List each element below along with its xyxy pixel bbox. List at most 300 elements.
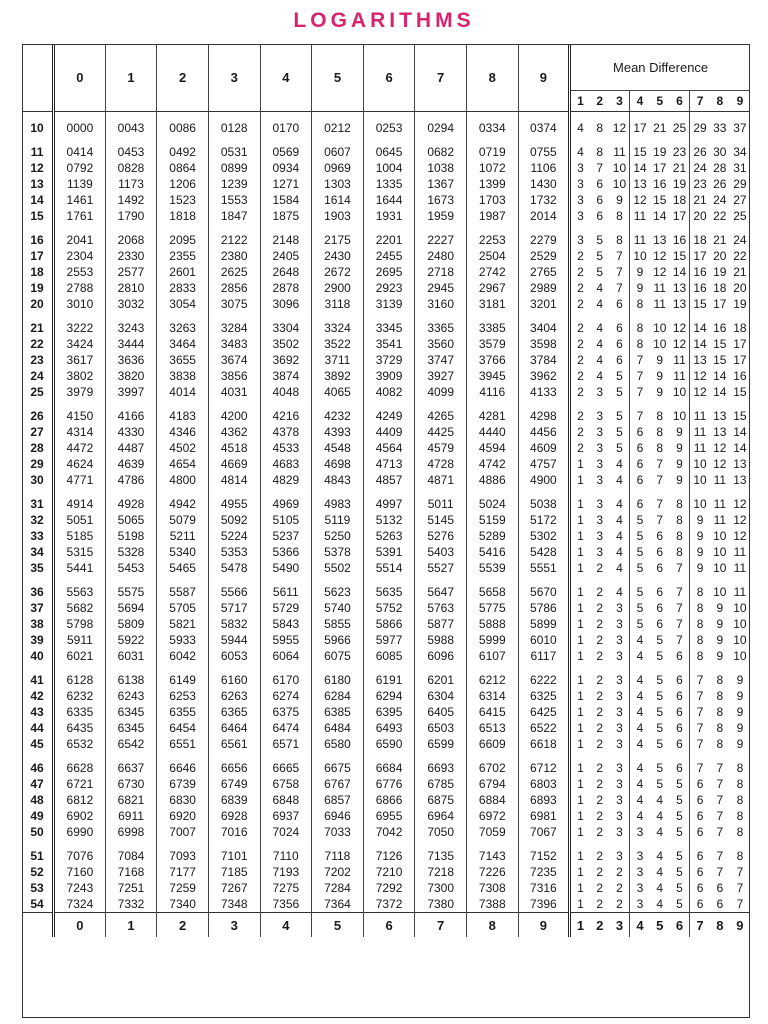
row-number: 26 [30, 409, 44, 423]
mean-difference-value: 7 [716, 809, 724, 823]
log-value: 1271 [260, 176, 312, 192]
log-value: 6551 [157, 736, 209, 752]
log-value: 5237 [260, 528, 312, 544]
mean-difference-value: 4 [630, 792, 650, 808]
log-value: 4942 [157, 488, 209, 512]
mean-difference-value: 9 [716, 649, 724, 663]
mean-difference-value: 8 [736, 777, 744, 791]
log-value: 4502 [157, 440, 209, 456]
mean-difference-value: 17 [733, 353, 747, 367]
mean-difference-value: 12 [733, 497, 747, 511]
mean-difference-value: 9 [716, 601, 724, 615]
log-value: 1987 [466, 208, 518, 224]
mean-difference-value: 4 [616, 497, 623, 511]
mean-difference-value: 4 [630, 632, 650, 648]
log-value: 7388 [466, 896, 518, 913]
mean-difference-value: 8 [716, 673, 724, 687]
mean-difference-value: 6 [690, 824, 710, 840]
log-value: 5922 [105, 632, 157, 648]
log-value: 6170 [260, 664, 312, 688]
mean-difference-value: 14 [733, 425, 747, 439]
log-value: 5694 [105, 600, 157, 616]
mean-difference-value: 9 [676, 473, 683, 487]
mean-difference-value: 3 [596, 441, 604, 455]
table-row [22, 472, 750, 488]
log-value: 7316 [518, 880, 570, 896]
mean-difference-value: 11 [630, 208, 650, 224]
mean-difference-value: 12 [672, 337, 687, 351]
log-value: 7042 [363, 824, 415, 840]
mean-difference-value: 9 [630, 264, 650, 280]
log-value: 2175 [312, 224, 364, 248]
mean-difference-value: 3 [616, 809, 623, 823]
table-row [22, 720, 750, 736]
log-value: 7067 [518, 824, 570, 840]
diff-column-footer: 9 [730, 913, 750, 938]
log-value: 6821 [105, 792, 157, 808]
log-value: 6902 [54, 808, 106, 824]
log-value: 4955 [208, 488, 260, 512]
mean-difference-value: 15 [672, 249, 687, 263]
log-value: 1847 [208, 208, 260, 224]
mean-difference-value: 7 [736, 897, 744, 911]
row-number: 39 [30, 633, 44, 647]
log-value: 5944 [208, 632, 260, 648]
mean-difference-value: 1 [570, 648, 590, 664]
mean-difference-value: 15 [733, 409, 747, 423]
mean-difference-value: 5 [656, 777, 664, 791]
log-value: 6758 [260, 776, 312, 792]
mean-difference-value: 5 [630, 512, 650, 528]
column-footer: 6 [363, 913, 415, 938]
log-value: 7259 [157, 880, 209, 896]
log-value: 6739 [157, 776, 209, 792]
row-number: 44 [30, 721, 44, 735]
log-value: 7126 [363, 840, 415, 864]
mean-difference-value: 6 [716, 897, 724, 911]
log-value: 4713 [363, 456, 415, 472]
mean-difference-value: 2 [570, 312, 590, 336]
column-header: 6 [363, 44, 415, 112]
mean-difference-value: 16 [690, 280, 710, 296]
row-number: 43 [30, 705, 44, 719]
mean-difference-value: 9 [656, 385, 664, 399]
log-value: 3747 [415, 352, 467, 368]
log-value: 7033 [312, 824, 364, 840]
log-value: 4800 [157, 472, 209, 488]
log-value: 6542 [105, 736, 157, 752]
log-value: 3838 [157, 368, 209, 384]
mean-difference-value: 1 [570, 896, 590, 913]
mean-difference-value: 2 [596, 777, 604, 791]
log-value: 6702 [466, 752, 518, 776]
log-value: 6684 [363, 752, 415, 776]
log-value: 7300 [415, 880, 467, 896]
mean-difference-value: 6 [690, 792, 710, 808]
log-value: 6590 [363, 736, 415, 752]
log-value: 6785 [415, 776, 467, 792]
row-number: 30 [30, 473, 44, 487]
log-value: 6464 [208, 720, 260, 736]
mean-difference-value: 9 [676, 425, 683, 439]
log-value: 2148 [260, 224, 312, 248]
mean-difference-value: 6 [630, 472, 650, 488]
mean-difference-value: 7 [690, 720, 710, 736]
table-row [22, 616, 750, 632]
log-value: 6493 [363, 720, 415, 736]
mean-difference-value: 14 [713, 385, 727, 399]
log-value: 7332 [105, 896, 157, 913]
mean-difference-value: 3 [616, 601, 623, 615]
log-value: 3874 [260, 368, 312, 384]
mean-difference-value: 2 [570, 384, 590, 400]
log-value: 3909 [363, 368, 415, 384]
diff-column-footer: 5 [650, 913, 670, 938]
mean-difference-value: 3 [630, 824, 650, 840]
log-value: 4232 [312, 400, 364, 424]
log-value: 4150 [54, 400, 106, 424]
mean-difference-value: 6 [616, 353, 623, 367]
diff-column-header: 1 [570, 91, 590, 112]
log-value: 7372 [363, 896, 415, 913]
table-row [22, 264, 750, 280]
log-value: 5670 [518, 576, 570, 600]
log-value: 6675 [312, 752, 364, 776]
log-value: 1959 [415, 208, 467, 224]
mean-difference-value: 16 [672, 233, 687, 247]
log-value: 6830 [157, 792, 209, 808]
mean-difference-value: 11 [653, 281, 666, 295]
mean-difference-value: 3 [616, 673, 623, 687]
column-header: 9 [518, 44, 570, 112]
log-value: 6794 [466, 776, 518, 792]
log-value: 6010 [518, 632, 570, 648]
mean-difference-value: 20 [690, 208, 710, 224]
log-value: 4281 [466, 400, 518, 424]
mean-difference-value: 7 [736, 881, 744, 895]
mean-difference-value: 2 [616, 865, 623, 879]
log-value: 6064 [260, 648, 312, 664]
log-value: 3345 [363, 312, 415, 336]
mean-difference-value: 3 [596, 385, 604, 399]
mean-difference-value: 5 [676, 825, 683, 839]
column-footer: 2 [157, 913, 209, 938]
mean-difference-value: 5 [616, 409, 623, 423]
table-row [22, 368, 750, 384]
log-value: 6803 [518, 776, 570, 792]
mean-difference-value: 3 [616, 825, 623, 839]
log-value: 6138 [105, 664, 157, 688]
log-value: 7226 [466, 864, 518, 880]
mean-difference-value: 14 [672, 265, 687, 279]
mean-difference-value: 3 [616, 649, 623, 663]
log-value: 4298 [518, 400, 570, 424]
log-value: 5911 [54, 632, 106, 648]
log-value: 2742 [466, 264, 518, 280]
log-value: 2330 [105, 248, 157, 264]
column-header: 2 [157, 44, 209, 112]
log-value: 5366 [260, 544, 312, 560]
log-value: 0828 [105, 160, 157, 176]
log-value: 1931 [363, 208, 415, 224]
mean-difference-value: 1 [570, 752, 590, 776]
log-value: 7050 [415, 824, 467, 840]
log-value: 3820 [105, 368, 157, 384]
mean-difference-value: 1 [570, 456, 590, 472]
log-value: 4216 [260, 400, 312, 424]
mean-difference-value: 8 [736, 849, 744, 863]
log-value: 4409 [363, 424, 415, 440]
log-value: 5798 [54, 616, 106, 632]
log-value: 3483 [208, 336, 260, 352]
log-value: 6075 [312, 648, 364, 664]
log-value: 5353 [208, 544, 260, 560]
log-value: 6749 [208, 776, 260, 792]
log-value: 5977 [363, 632, 415, 648]
mean-difference-value: 17 [733, 337, 747, 351]
mean-difference-value: 1 [570, 720, 590, 736]
log-value: 4969 [260, 488, 312, 512]
log-value: 0569 [260, 136, 312, 160]
mean-difference-value: 15 [713, 337, 727, 351]
mean-difference-value: 6 [656, 561, 664, 575]
log-value: 6964 [415, 808, 467, 824]
log-value: 6618 [518, 736, 570, 752]
mean-difference-value: 6 [690, 880, 710, 896]
mean-difference-value: 2 [596, 737, 604, 751]
mean-difference-value: 6 [656, 585, 664, 599]
log-value: 6893 [518, 792, 570, 808]
log-value: 4440 [466, 424, 518, 440]
row-number: 32 [30, 513, 44, 527]
log-value: 2455 [363, 248, 415, 264]
mean-difference-value: 12 [713, 457, 727, 471]
table-row [22, 736, 750, 752]
mean-difference-value: 4 [570, 112, 590, 137]
log-value: 5866 [363, 616, 415, 632]
mean-difference-value: 21 [713, 233, 727, 247]
log-value: 7284 [312, 880, 364, 896]
log-value: 5211 [157, 528, 209, 544]
mean-difference-value: 8 [676, 529, 683, 543]
log-value: 2095 [157, 224, 209, 248]
mean-difference-value: 6 [676, 673, 683, 687]
log-value: 6253 [157, 688, 209, 704]
column-header: 3 [208, 44, 260, 112]
row-number: 36 [30, 585, 44, 599]
log-value: 3201 [518, 296, 570, 312]
mean-difference-value: 1 [570, 576, 590, 600]
mean-difference-value: 6 [616, 297, 623, 311]
mean-difference-value: 1 [570, 472, 590, 488]
mean-difference-value: 7 [656, 513, 664, 527]
mean-difference-value: 6 [656, 545, 664, 559]
log-value: 5566 [208, 576, 260, 600]
mean-difference-value: 8 [716, 689, 724, 703]
mean-difference-value: 16 [653, 177, 667, 191]
mean-difference-value: 8 [630, 296, 650, 312]
mean-difference-value: 17 [653, 161, 667, 175]
log-value: 5340 [157, 544, 209, 560]
row-number: 45 [30, 737, 44, 751]
log-value: 6096 [415, 648, 467, 664]
log-value: 2945 [415, 280, 467, 296]
mean-difference-value: 4 [596, 369, 604, 383]
mean-difference-value: 8 [656, 425, 664, 439]
log-value: 5988 [415, 632, 467, 648]
row-number: 41 [30, 673, 44, 687]
mean-difference-value: 3 [616, 761, 623, 775]
mean-difference-value: 1 [570, 792, 590, 808]
log-value: 6294 [363, 688, 415, 704]
mean-difference-value: 8 [716, 705, 724, 719]
log-value: 0682 [415, 136, 467, 160]
log-value: 2355 [157, 248, 209, 264]
log-value: 5024 [466, 488, 518, 512]
mean-difference-value: 6 [630, 440, 650, 456]
mean-difference-value: 4 [616, 457, 623, 471]
log-value: 5575 [105, 576, 157, 600]
table-row [22, 880, 750, 896]
log-value: 2601 [157, 264, 209, 280]
log-value: 3160 [415, 296, 467, 312]
mean-difference-value: 13 [733, 457, 747, 471]
table-row [22, 336, 750, 352]
row-number: 40 [30, 649, 44, 663]
log-value: 3945 [466, 368, 518, 384]
log-value: 3284 [208, 312, 260, 336]
log-value: 3927 [415, 368, 467, 384]
mean-difference-value: 6 [630, 424, 650, 440]
mean-difference-value: 10 [690, 488, 710, 512]
mean-difference-value: 14 [653, 209, 667, 223]
log-value: 3181 [466, 296, 518, 312]
log-value: 3032 [105, 296, 157, 312]
log-value: 5172 [518, 512, 570, 528]
log-value: 7076 [54, 840, 106, 864]
log-value: 4065 [312, 384, 364, 400]
log-value: 5079 [157, 512, 209, 528]
log-value: 6160 [208, 664, 260, 688]
log-value: 0607 [312, 136, 364, 160]
table-row [22, 688, 750, 704]
mean-difference-value: 22 [733, 249, 747, 263]
mean-difference-value: 6 [676, 689, 683, 703]
log-value: 1553 [208, 192, 260, 208]
mean-difference-value: 4 [616, 545, 623, 559]
mean-difference-value: 11 [690, 440, 710, 456]
log-value: 5145 [415, 512, 467, 528]
mean-difference-value: 12 [612, 121, 627, 135]
log-value: 4425 [415, 424, 467, 440]
mean-difference-value: 20 [733, 281, 747, 295]
mean-difference-value: 2 [596, 617, 604, 631]
log-value: 1523 [157, 192, 209, 208]
log-value: 1430 [518, 176, 570, 192]
mean-difference-value: 6 [656, 601, 664, 615]
mean-difference-value: 12 [733, 513, 747, 527]
mean-difference-value: 1 [570, 512, 590, 528]
log-value: 5441 [54, 560, 106, 576]
log-value: 6730 [105, 776, 157, 792]
mean-difference-value: 4 [656, 793, 664, 807]
log-value: 6263 [208, 688, 260, 704]
log-value: 1584 [260, 192, 312, 208]
mean-difference-value: 9 [690, 544, 710, 560]
log-value: 4031 [208, 384, 260, 400]
log-value: 3711 [312, 352, 364, 368]
log-value: 4548 [312, 440, 364, 456]
mean-difference-value: 6 [596, 209, 604, 223]
mean-difference-value: 4 [596, 281, 604, 295]
row-number: 46 [30, 761, 44, 775]
mean-difference-value: 34 [733, 145, 747, 159]
log-value: 1367 [415, 176, 467, 192]
log-value: 1790 [105, 208, 157, 224]
log-value: 3243 [105, 312, 157, 336]
mean-difference-value: 26 [690, 136, 710, 160]
mean-difference-value: 24 [733, 233, 747, 247]
row-number: 19 [30, 281, 44, 295]
log-value: 2480 [415, 248, 467, 264]
mean-difference-value: 8 [596, 121, 604, 135]
log-value: 1004 [363, 160, 415, 176]
mean-difference-value: 5 [676, 849, 683, 863]
mean-difference-value: 5 [630, 616, 650, 632]
mean-difference-value: 7 [630, 352, 650, 368]
table-row [22, 296, 750, 312]
mean-difference-value: 3 [616, 633, 623, 647]
log-value: 6866 [363, 792, 415, 808]
mean-difference-value: 4 [596, 297, 604, 311]
row-number: 25 [30, 385, 44, 399]
log-value: 1072 [466, 160, 518, 176]
table-row [22, 648, 750, 664]
mean-difference-value: 9 [630, 280, 650, 296]
mean-difference-value: 4 [630, 688, 650, 704]
column-footer: 3 [208, 913, 260, 938]
log-value: 4166 [105, 400, 157, 424]
row-number: 27 [30, 425, 44, 439]
mean-difference-value: 12 [653, 249, 667, 263]
log-value: 7275 [260, 880, 312, 896]
log-value: 6385 [312, 704, 364, 720]
log-value: 7308 [466, 880, 518, 896]
log-value: 7202 [312, 864, 364, 880]
mean-difference-value: 10 [672, 385, 687, 399]
mean-difference-value: 9 [736, 705, 744, 719]
log-value: 6435 [54, 720, 106, 736]
log-value: 1206 [157, 176, 209, 192]
mean-difference-value: 4 [656, 849, 664, 863]
log-value: 6395 [363, 704, 415, 720]
log-value: 5065 [105, 512, 157, 528]
mean-difference-value: 29 [733, 177, 747, 191]
mean-difference-value: 4 [616, 473, 623, 487]
log-value: 6365 [208, 704, 260, 720]
log-value: 6637 [105, 752, 157, 776]
log-value: 5378 [312, 544, 364, 560]
mean-difference-value: 11 [713, 513, 727, 527]
mean-difference-value: 10 [713, 545, 727, 559]
table-row [22, 384, 750, 400]
log-value: 3655 [157, 352, 209, 368]
mean-difference-value: 3 [570, 176, 590, 192]
mean-difference-value: 7 [616, 249, 623, 263]
mean-difference-value: 4 [656, 865, 664, 879]
log-value: 2695 [363, 264, 415, 280]
mean-difference-value: 9 [616, 193, 623, 207]
